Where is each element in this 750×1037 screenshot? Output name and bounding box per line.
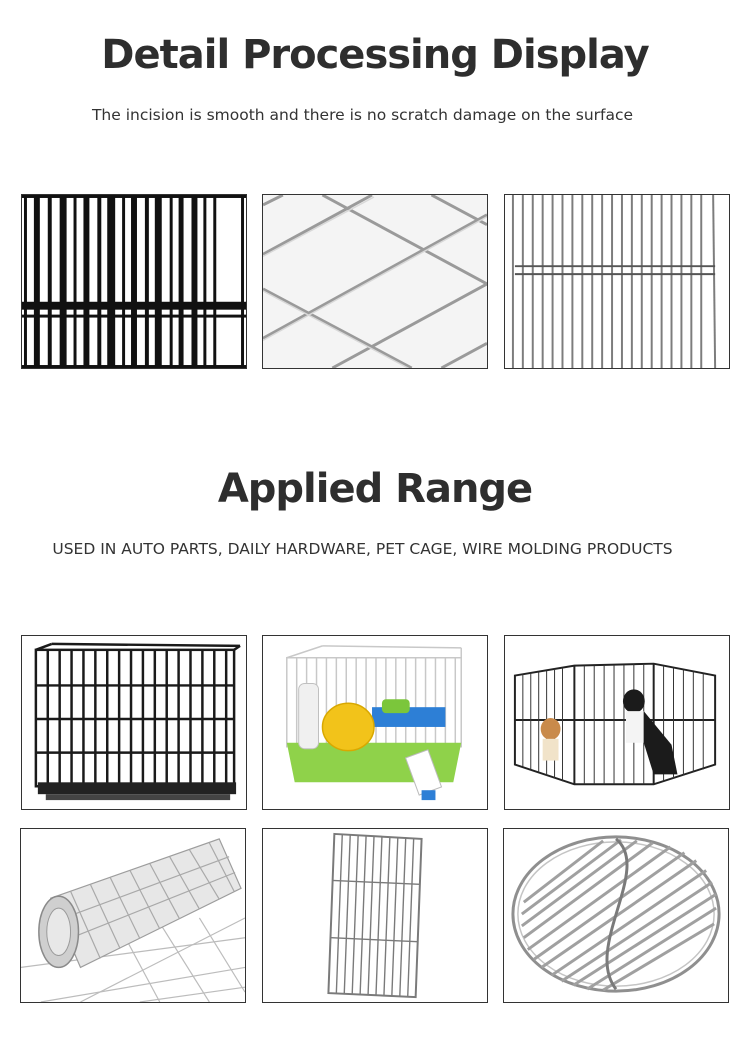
applied-image-wire-mesh-roll [20, 828, 246, 1003]
applied-image-round-grill-grate [503, 828, 729, 1003]
applied-image-wire-rack [262, 828, 488, 1003]
applied-image-dog-playpen [504, 635, 730, 810]
detail-section-subtitle: The incision is smooth and there is no scratch damage on the surface [91, 106, 634, 124]
applied-section-subtitle: USED IN AUTO PARTS, DAILY HARDWARE, PET CAGE, WIRE MOLDING PRODUCTS [52, 540, 673, 558]
detail-image-welded-mesh [262, 194, 488, 369]
detail-image-black-bar-grid [21, 194, 247, 369]
detail-image-wire-panel [504, 194, 730, 369]
applied-section-title: Applied Range [217, 466, 533, 512]
detail-section-title: Detail Processing Display [101, 32, 649, 78]
applied-image-hamster-cage [262, 635, 488, 810]
applied-image-dog-crate [21, 635, 247, 810]
